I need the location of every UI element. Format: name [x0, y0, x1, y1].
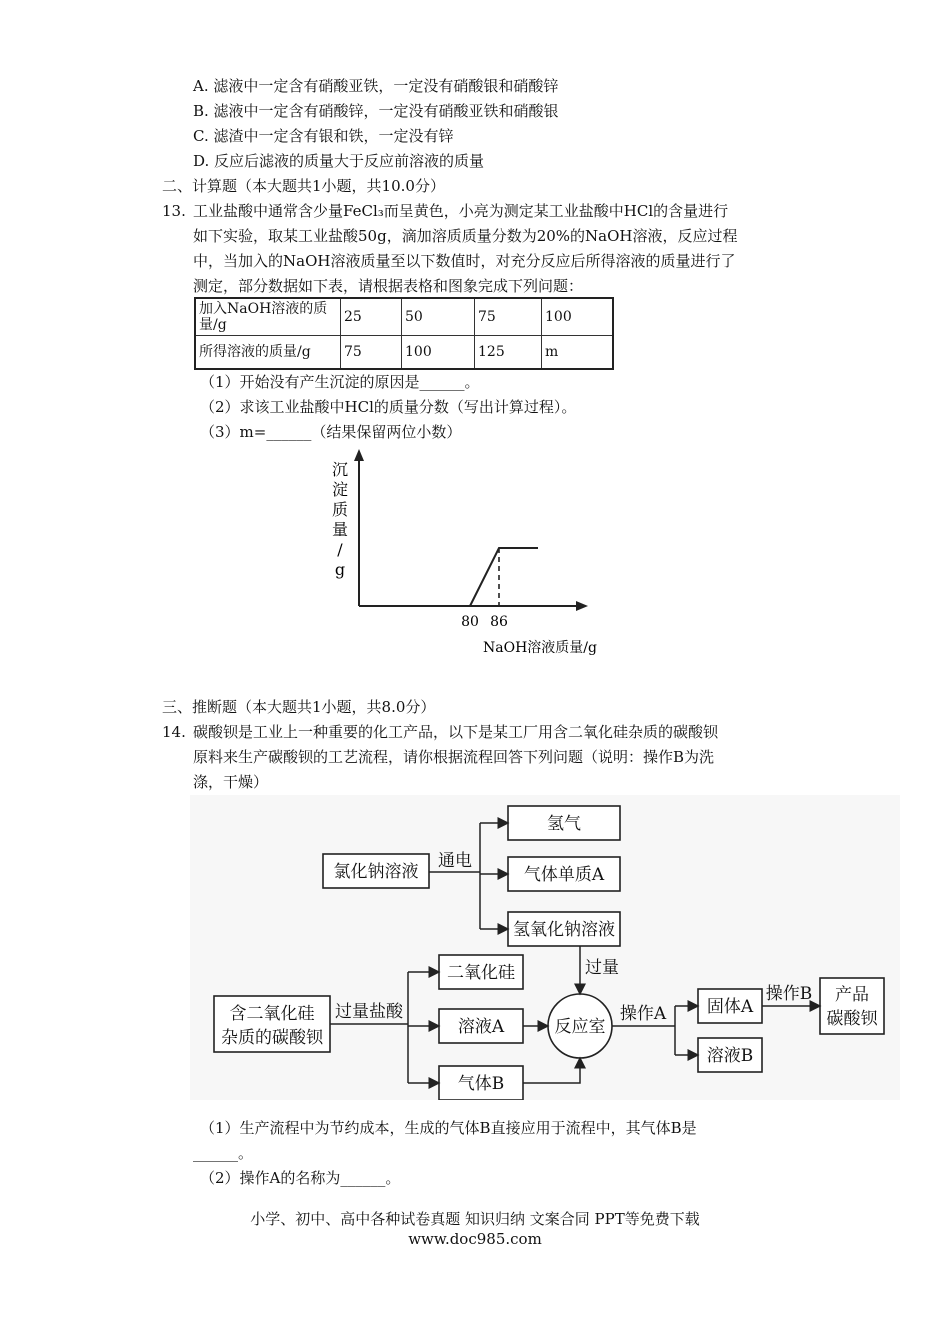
label-solid-a: 固体A — [706, 997, 754, 1017]
label-solution-a: 溶液A — [457, 1017, 505, 1037]
q14-line-3: 涤，干燥） — [193, 773, 269, 791]
option-d: D. 反应后滤液的质量大于反应前溶液的质量 — [193, 152, 485, 170]
q14-line-1: 碳酸钡是工业上一种重要的化工产品，以下是某工厂用含二氧化硅杂质的碳酸钡 — [193, 723, 719, 741]
table-row — [195, 298, 613, 336]
q14-sub-2: （2）操作A的名称为______。 — [200, 1169, 401, 1187]
footer-text: 小学、初中、高中各种试卷真题 知识归纳 文案合同 PPT等免费下载 — [250, 1210, 700, 1228]
table-row — [195, 336, 613, 370]
table-cell: 50 — [402, 298, 475, 336]
q14-sub-1-blank: ______。 — [193, 1144, 254, 1162]
table-cell: 75 — [475, 298, 542, 336]
x-tick-label: 80 — [461, 614, 479, 630]
series-line — [470, 548, 538, 606]
option-a: A. 滤液中一定含有硝酸亚铁，一定没有硝酸银和硝酸锌 — [193, 77, 559, 95]
y-axis-label-char: g — [334, 560, 346, 579]
q14-sub-1: （1）生产流程中为节约成本，生成的气体B直接应用于流程中，其气体B是 — [200, 1119, 697, 1137]
label-nacl: 氯化钠溶液 — [333, 862, 419, 882]
label-product-1: 产品 — [835, 985, 869, 1005]
label-excess: 过量 — [585, 958, 619, 978]
label-gas-a: 气体单质A — [523, 865, 605, 885]
table-cell: 100 — [402, 336, 475, 370]
label-op-a: 操作A — [619, 1004, 667, 1024]
table-header-cell: 所得溶液的质量/g — [195, 336, 341, 370]
q13-sub-1: （1）开始没有产生沉淀的原因是______。 — [200, 373, 480, 391]
footer-url[interactable]: www.doc985.com — [408, 1230, 542, 1248]
x-axis-arrow — [576, 601, 588, 611]
y-axis-arrow — [354, 449, 364, 461]
y-axis-label-char: 质 — [331, 500, 349, 519]
section-heading-infer: 三、推断题（本大题共1小题，共8.0分） — [162, 698, 436, 716]
label-excess-hcl: 过量盐酸 — [335, 1002, 403, 1022]
y-axis-label-char: 淀 — [331, 480, 349, 499]
q13-number: 13. — [162, 202, 186, 220]
table-cell: 125 — [475, 336, 542, 370]
process-flowchart — [190, 795, 900, 1100]
series-line-group — [470, 548, 538, 606]
section-heading-calc: 二、计算题（本大题共1小题，共10.0分） — [162, 177, 445, 195]
label-reactor: 反应室 — [554, 1017, 606, 1037]
option-b: B. 滤液中一定含有硝酸锌，一定没有硝酸亚铁和硝酸银 — [193, 102, 559, 120]
q13-sub-3: （3）m=______（结果保留两位小数） — [200, 423, 462, 441]
table-cell: 100 — [542, 298, 614, 336]
q13-line-1: 工业盐酸中通常含少量FeCl₃而呈黄色，小亮为测定某工业盐酸中HCl的含量进行 — [193, 202, 729, 220]
table-cell: m — [542, 336, 614, 370]
label-raw-2: 杂质的碳酸钡 — [221, 1028, 323, 1048]
y-axis-label-char: 沉 — [331, 460, 349, 479]
label-electrolysis: 通电 — [438, 851, 472, 871]
x-axis-label: NaOH溶液质量/g — [483, 640, 597, 656]
q14-number: 14. — [162, 723, 186, 741]
option-c: C. 滤渣中一定含有银和铁，一定没有锌 — [193, 127, 454, 145]
label-product-2: 碳酸钡 — [826, 1009, 878, 1029]
q14-line-2: 原料来生产碳酸钡的工艺流程，请你根据流程回答下列问题（说明：操作B为洗 — [193, 748, 715, 766]
q13-data-table — [194, 297, 614, 370]
label-h2: 氢气 — [547, 814, 581, 834]
y-axis-label — [332, 460, 348, 579]
table-cell: 25 — [341, 298, 402, 336]
precipitate-chart — [320, 445, 600, 665]
y-axis-label-char: / — [337, 540, 343, 559]
label-sio2: 二氧化硅 — [447, 963, 515, 983]
table-cell: 75 — [341, 336, 402, 370]
q13-line-3: 中，当加入的NaOH溶液质量至以下数值时，对充分反应后所得溶液的质量进行了 — [193, 252, 736, 270]
label-solution-b: 溶液B — [706, 1046, 754, 1066]
label-raw-1: 含二氧化硅 — [229, 1004, 315, 1024]
x-tick-label: 86 — [490, 614, 508, 630]
q13-line-4: 测定，部分数据如下表，请根据表格和图象完成下列问题： — [193, 277, 584, 295]
label-op-b: 操作B — [765, 984, 813, 1004]
label-naoh: 氢氧化钠溶液 — [513, 920, 615, 940]
q13-line-2: 如下实验，取某工业盐酸50g，滴加溶质质量分数为20%的NaOH溶液，反应过程 — [193, 227, 738, 245]
q13-sub-2: （2）求该工业盐酸中HCl的质量分数（写出计算过程）。 — [200, 398, 577, 416]
table-header-cell: 加入NaOH溶液的质量/g — [195, 298, 341, 336]
label-gas-b: 气体B — [457, 1074, 505, 1094]
y-axis-label-char: 量 — [331, 520, 349, 539]
